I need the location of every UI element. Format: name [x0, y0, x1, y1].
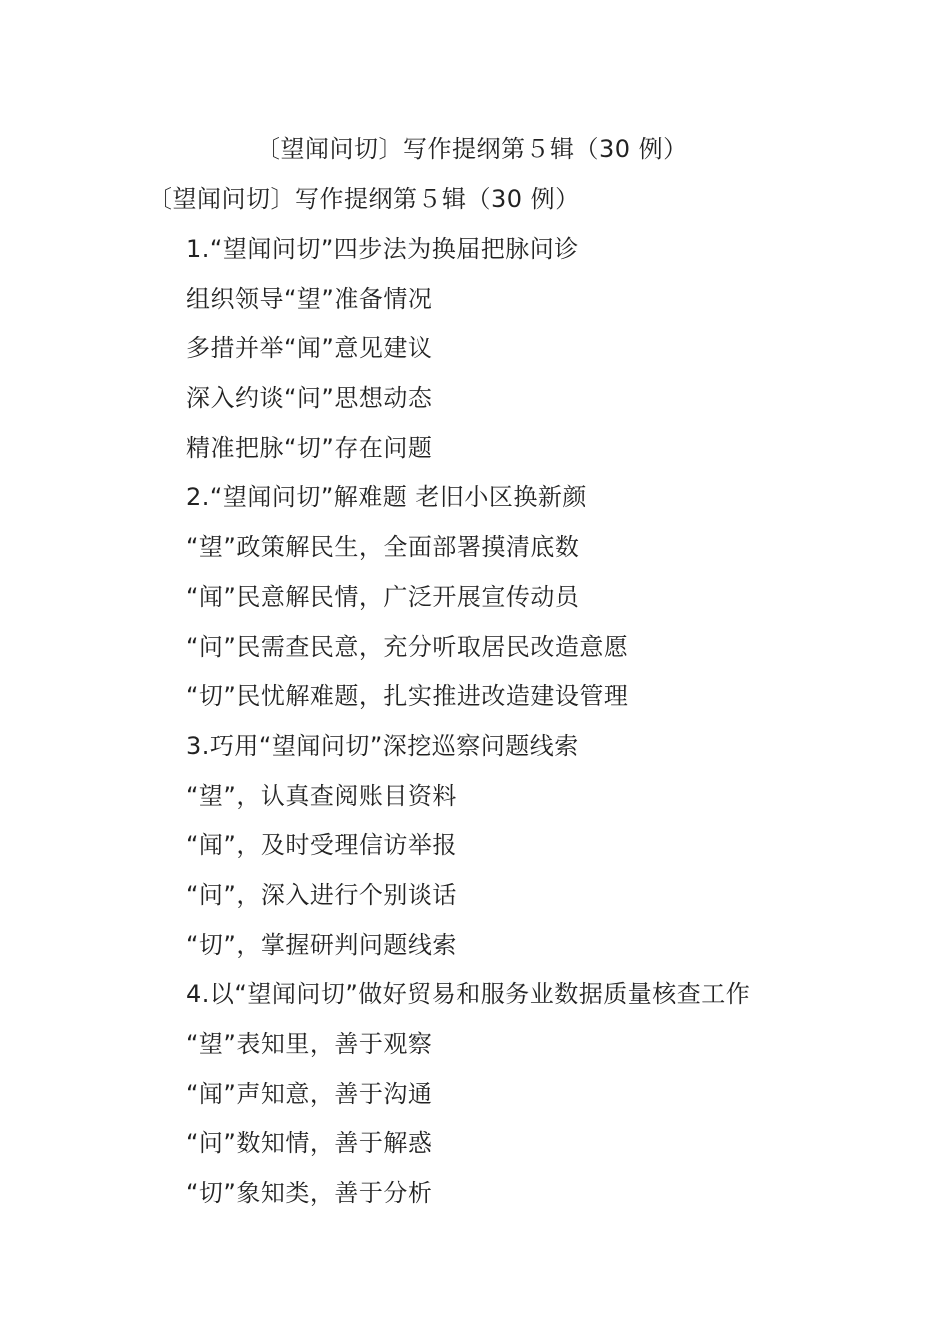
outline-item: 组织领导“望”准备情况 — [186, 284, 433, 313]
outline-item: “切”象知类，善于分析 — [186, 1179, 433, 1208]
outline-item: 精准把脉“切”存在问题 — [186, 433, 433, 462]
outline-item: “望”政策解民生，全面部署摸清底数 — [186, 533, 580, 562]
outline-item: “切”民忧解难题，扎实推进改造建设管理 — [186, 682, 629, 711]
document-title: 〔望闻问切〕写作提纲第５辑（30 例） — [256, 135, 688, 163]
outline-item: “问”数知情，善于解惑 — [186, 1129, 433, 1158]
document-body — [186, 232, 906, 1226]
outline-item: “问”民需查民意，充分听取居民改造意愿 — [186, 632, 629, 661]
outline-item: “切”，掌握研判问题线索 — [186, 930, 457, 959]
outline-item: “闻”民意解民情，广泛开展宣传动员 — [186, 582, 580, 611]
outline-heading: 3.巧用“望闻问切”深挖巡察问题线索 — [186, 731, 579, 760]
document-subtitle: 〔望闻问切〕写作提纲第５辑（30 例） — [148, 185, 580, 213]
outline-heading: 4.以“望闻问切”做好贸易和服务业数据质量核查工作 — [186, 980, 751, 1009]
outline-item: “闻”，及时受理信访举报 — [186, 831, 457, 860]
outline-item: “望”表知里，善于观察 — [186, 1030, 433, 1058]
outline-item: “望”，认真查阅账目资料 — [186, 781, 457, 810]
outline-heading: 1.“望闻问切”四步法为换届把脉问诊 — [186, 235, 579, 263]
outline-heading: 2.“望闻问切”解难题 老旧小区换新颜 — [186, 483, 587, 512]
outline-item: “闻”声知意，善于沟通 — [186, 1079, 433, 1108]
outline-item: 多措并举“闻”意见建议 — [186, 334, 433, 363]
outline-item: 深入约谈“问”思想动态 — [186, 384, 433, 413]
outline-item: “问”，深入进行个别谈话 — [186, 880, 457, 909]
